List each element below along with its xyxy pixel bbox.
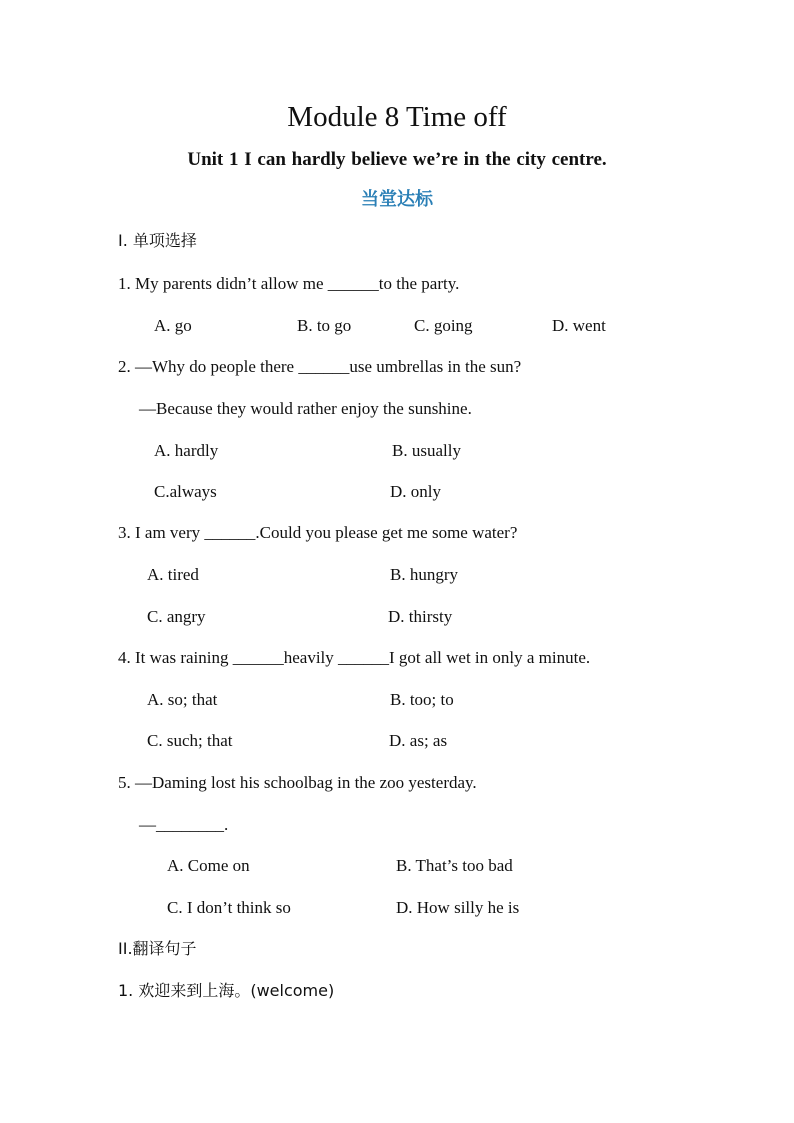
question-1-stem: 1. My parents didn’t allow me ______to the party. [118, 274, 460, 293]
question-1-option-c: C. going [414, 316, 473, 335]
question-5-reply: —________. [139, 815, 229, 834]
question-3-option-b: B. hungry [390, 565, 458, 584]
question-4-option-b: B. too; to [390, 690, 454, 709]
question-1-option-a: A. go [154, 316, 192, 335]
question-4-option-d: D. as; as [389, 731, 448, 750]
question-4-stem: 4. It was raining ______heavily ______I got all wet in only a minute. [118, 648, 591, 667]
unit-subtitle: Unit 1 I can hardly believe we’re in the city centre. [187, 149, 607, 170]
question-5-stem: 5. —Daming lost his schoolbag in the zoo yesterday. [118, 773, 477, 792]
question-3-stem: 3. I am very ______.Could you please get me some water? [118, 523, 518, 542]
question-3-option-d: D. thirsty [388, 607, 453, 626]
question-4-option-a: A. so; that [147, 690, 218, 709]
question-2-option-b: B. usually [392, 441, 461, 460]
question-5-option-d: D. How silly he is [396, 898, 520, 917]
question-5-option-c: C. I don’t think so [167, 898, 291, 917]
section-heading-translation: II.翻译句子 [118, 939, 197, 958]
question-2-option-d: D. only [390, 482, 441, 501]
question-1-option-d: D. went [552, 316, 606, 335]
question-2-reply: —Because they would rather enjoy the sunshine. [139, 399, 472, 418]
question-2-option-a: A. hardly [154, 441, 219, 460]
question-1-option-b: B. to go [297, 316, 352, 335]
question-5-option-a: A. Come on [167, 856, 250, 875]
question-2-option-c: C.always [154, 482, 217, 501]
question-4-option-c: C. such; that [147, 731, 233, 750]
page-title: Module 8 Time off [287, 101, 507, 133]
question-5-option-b: B. That’s too bad [396, 856, 513, 875]
translation-item-1: 1. 欢迎来到上海。(welcome) [118, 981, 335, 1000]
question-2-stem: 2. —Why do people there ______use umbrellas in the sun? [118, 357, 522, 376]
section-tagline: 当堂达标 [361, 189, 433, 210]
question-3-option-c: C. angry [147, 607, 206, 626]
question-3-option-a: A. tired [147, 565, 199, 584]
section-heading-multiple-choice: Ⅰ. 单项选择 [118, 231, 197, 250]
